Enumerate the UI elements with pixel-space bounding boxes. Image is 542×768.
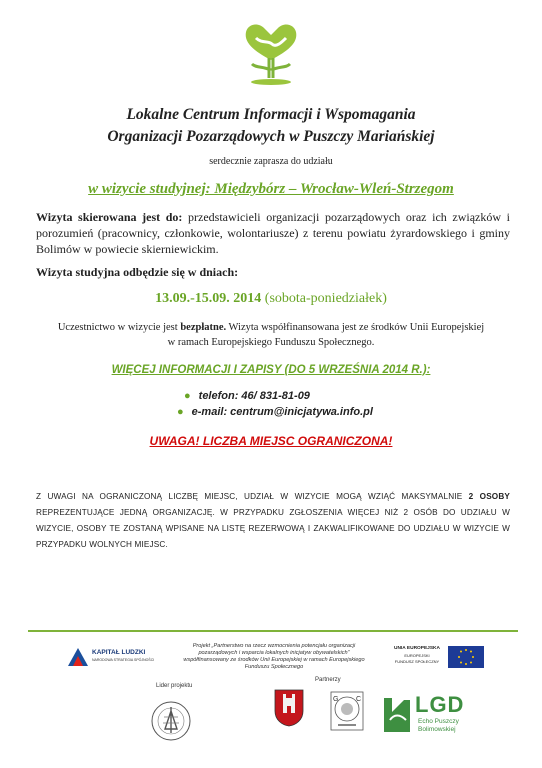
addressed-paragraph: [36, 209, 510, 257]
phone-text: telefon: 46/ 831-81-09: [198, 390, 310, 402]
addressed-label: Wizyta skierowana jest do:: [36, 210, 183, 224]
email-item[interactable]: [177, 406, 373, 418]
partner-emblem-icon: [330, 691, 364, 731]
email-link[interactable]: e-mail: centrum@inicjatywa.info.pl: [191, 406, 373, 418]
project-description: Projekt „Partnerstwo na rzecz wzmocnienia potencjału organizacji pozarządowych i wsparcia lokalnych inicjatyw obywatelskich” współfinansowany ze środków Unii Europejskiej w ramach Europejskiego Funduszu Społecznego: [183, 643, 365, 670]
partners-label: Partnerzy: [315, 677, 341, 683]
hands-heart-tree-logo-icon: [242, 22, 300, 90]
lgd-text: LGD: [415, 692, 465, 717]
notice-part2: REPREZENTUJĄCE JEDNĄ ORGANIZACJĘ. W PRZYPADKU ZGŁOSZENIA WIĘCEJ NIŻ 2 OSÓB DO UDZIAŁU W WIZYCIE, OSOBY TE ZOSTANĄ WPISANE NA LISTĘ REZERWOWĄ I ZAKWALIFIKOWANE DO UDZIAŁU W WIZYCIE W PRZYPADKU WOLNYCH MIEJSC.: [36, 508, 510, 549]
org-title-line1: Lokalne Centrum Informacji i Wspomagania: [126, 106, 416, 123]
lgd-sub1: Echo Puszczy: [418, 718, 459, 725]
eu-line1: UNIA EUROPEJSKA: [394, 646, 440, 651]
eu-efs-logo: [388, 646, 500, 670]
warning-text: UWAGA! LICZBA MIEJSC OGRANICZONA!: [149, 434, 393, 448]
days-value: (sobota-poniedziałek): [261, 291, 387, 306]
bullet-icon: ●: [184, 390, 191, 402]
leader-label: Lider projektu: [156, 683, 193, 689]
addressed-text: przedstawicieli organizacji pozarządowych oraz ich związków i porozumień (pracownicy, członkowie, wolontariusze) z terenu powiatu żyrardowskiego i gminy Bolimów w powiecie skierniewickim.: [36, 210, 510, 256]
phone-item: [184, 390, 310, 402]
fee-prefix: Uczestnictwo w wizycie jest: [57, 322, 181, 333]
svg-text:G: G: [333, 696, 339, 703]
lgd-sub2: Bolimowskiej: [418, 726, 456, 733]
dates-label: Wizyta studyjna odbędzie się w dniach:: [36, 265, 239, 279]
lgd-tree-icon: [382, 694, 412, 734]
fee-suffix: Wizyta współfinansowana jest ze środków Unii Europejskiej: [226, 322, 485, 333]
eu-line2: EUROPEJSKI: [404, 653, 430, 658]
notice-part1: Z UWAGI NA OGRANICZONĄ LICZBĘ MIEJSC, UDZIAŁ W WIZYCIE MOGĄ WZIĄĆ MAKSYMALNIE: [36, 492, 469, 501]
contact-heading: WIĘCEJ INFORMACJI I ZAPISY (DO 5 WRZEŚNIA 2014 R.):: [111, 364, 431, 376]
lgd-logo: [382, 692, 512, 736]
leader-seal-icon: [150, 693, 192, 753]
eu-flag-icon: [448, 646, 484, 668]
trip-title: w wizycie studyjnej: Międzybórz – Wrocław-Wleń-Strzegom: [88, 181, 454, 197]
coat-of-arms-icon: [274, 689, 304, 727]
kapital-ludzki-logo: [66, 644, 176, 672]
bullet-icon: ●: [177, 406, 184, 418]
eu-line3: FUNDUSZ SPOŁECZNY: [394, 659, 440, 664]
fee-line1: [0, 320, 542, 335]
fee-bold: bezpłatne.: [180, 322, 227, 333]
kapital-ludzki-icon: [66, 646, 90, 668]
notice-paragraph: [36, 489, 510, 553]
invite-text: serdecznie zaprasza do udziału: [209, 156, 333, 167]
kl-title: KAPITAŁ LUDZKI: [92, 649, 146, 656]
notice-bold: 2 OSOBY: [468, 492, 510, 501]
org-title-line2: Organizacji Pozarządowych w Puszczy Mariańskiej: [107, 128, 435, 145]
kl-sub: NARODOWA STRATEGIA SPÓJNOŚCI: [92, 658, 155, 662]
dates-line: [0, 291, 542, 307]
footer-divider: [28, 630, 518, 632]
fee-line2: w ramach Europejskiego Funduszu Społecznego.: [167, 337, 375, 348]
svg-text:C: C: [356, 696, 362, 703]
dates-value: 13.09.-15.09. 2014: [155, 291, 262, 306]
